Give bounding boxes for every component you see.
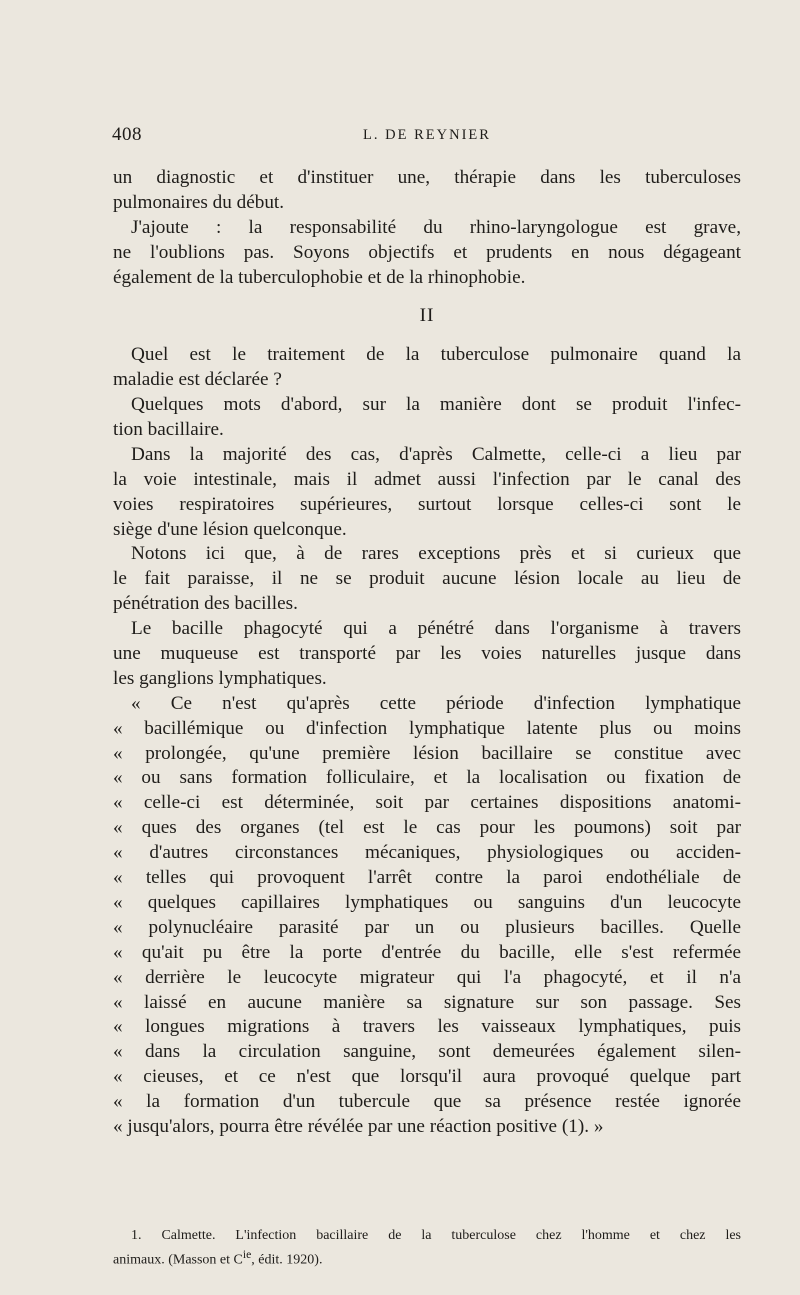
quote-line: « prolongée, qu'une première lésion bacillaire se constitue avec (113, 742, 741, 764)
page-header (112, 124, 742, 150)
text-line: Le bacille phagocyté qui a pénétré dans l'organisme à travers (131, 618, 741, 640)
text-line: un diagnostic et d'instituer une, thérapie dans les tuberculoses (113, 167, 741, 188)
text-line: la voie intestinale, mais il admet aussi l'infection par le canal des (113, 468, 741, 490)
body-text (113, 166, 741, 1140)
quote-line: « la formation d'un tubercule que sa présence restée ignorée (113, 1091, 741, 1113)
quote-line: « longues migrations à travers les vaisseaux lymphatiques, puis (113, 1016, 741, 1038)
quote-line: « Ce n'est qu'après cette période d'infection lymphatique (131, 692, 741, 714)
quote-line: « qu'ait pu être la porte d'entrée du bacille, elle s'est refermée (113, 941, 741, 963)
footnote-line: 1. Calmette. L'infection bacillaire de la tuberculose chez l'homme et chez les (131, 1228, 741, 1243)
text-line: les ganglions lymphatiques. (113, 667, 327, 689)
quote-line: « jusqu'alors, pourra être révélée par une réaction positive (1). » (113, 1115, 604, 1137)
text-line: siège d'une lésion quelconque. (113, 518, 347, 540)
quote-line: « dans la circulation sanguine, sont demeurées également silen- (113, 1041, 741, 1063)
text-line: J'ajoute : la responsabilité du rhino-laryngologue est grave, (131, 216, 741, 238)
text-line: le fait paraisse, il ne se produit aucune lésion locale au lieu de (113, 568, 741, 590)
page-number: 408 (112, 124, 142, 145)
text-line: maladie est déclarée ? (113, 369, 282, 391)
text-line: tion bacillaire. (113, 419, 224, 441)
quote-line: « ou sans formation folliculaire, et la localisation ou fixation de (113, 767, 741, 789)
footnote (113, 1226, 741, 1268)
section-number: II (419, 305, 435, 327)
quote-line: « derrière le leucocyte migrateur qui l'a phagocyté, et il n'a (113, 966, 741, 988)
quote-line: « bacillémique ou d'infection lymphatique latente plus ou moins (113, 717, 741, 739)
quote-line: « telles qui provoquent l'arrêt contre la paroi endothéliale de (113, 867, 741, 889)
running-head: L. DE REYNIER (363, 127, 491, 143)
text-line: ne l'oublions pas. Soyons objectifs et prudents en nous dégageant (113, 241, 741, 263)
quote-line: « d'autres circonstances mécaniques, physiologiques ou acciden- (113, 842, 741, 864)
quote-line: « quelques capillaires lymphatiques ou sanguins d'un leucocyte (113, 891, 741, 913)
text-line: Quel est le traitement de la tuberculose pulmonaire quand la (131, 344, 741, 366)
footnote-line: animaux. (Masson et $C^{ie}$, édit. 1920). (113, 1248, 323, 1268)
quote-line: « celle-ci est déterminée, soit par certaines dispositions anatomi- (113, 792, 741, 814)
quote-line: « cieuses, et ce n'est que lorsqu'il aura provoqué quelque part (113, 1066, 741, 1088)
text-line: voies respiratoires supérieures, surtout lorsque celles-ci sont le (113, 493, 741, 515)
text-line: Dans la majorité des cas, d'après Calmette, celle-ci a lieu par (131, 443, 741, 465)
quote-line: « ques des organes (tel est le cas pour les poumons) soit par (113, 817, 741, 839)
quote-line: « polynucléaire parasité par un ou plusieurs bacilles. Quelle (113, 916, 741, 938)
text-line: Quelques mots d'abord, sur la manière dont se produit l'infec- (131, 394, 741, 416)
text-line: Notons ici que, à de rares exceptions près et si curieux que (131, 543, 741, 565)
text-line: pulmonaires du début. (113, 191, 285, 213)
text-line: pénétration des bacilles. (113, 593, 298, 615)
text-line: également de la tuberculophobie et de la rhinophobie. (113, 266, 526, 288)
quote-line: « laissé en aucune manière sa signature sur son passage. Ses (113, 991, 741, 1013)
text-line: une muqueuse est transporté par les voies naturelles jusque dans (113, 643, 741, 665)
